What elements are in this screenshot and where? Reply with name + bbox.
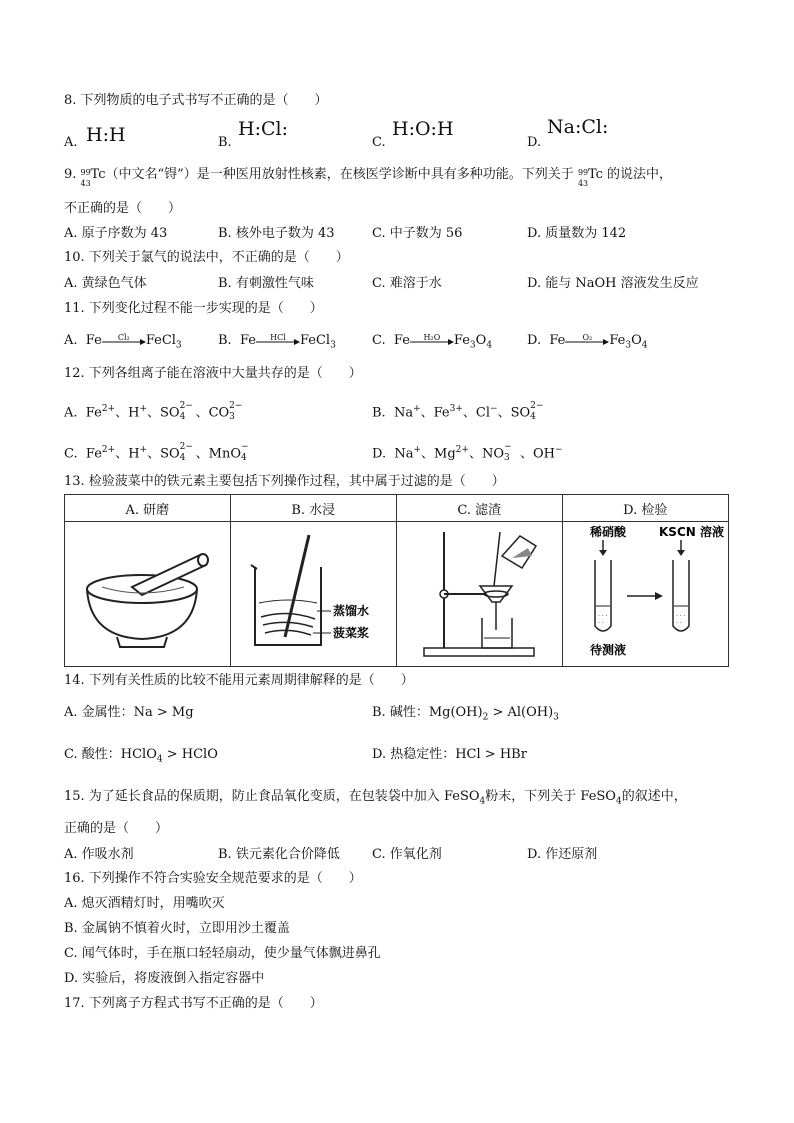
q10-option-c[interactable]: C. 难溶于水 xyxy=(372,276,442,291)
q11-stem: 11. 下列变化过程不能一步实现的是（ ） xyxy=(64,301,323,316)
svg-text:· · ·: · · · xyxy=(676,613,686,620)
q9-text2: Tc 的说法中， xyxy=(587,167,673,182)
q9-stem-line2: 不正确的是（ ） xyxy=(64,201,182,216)
test-tube-illustration xyxy=(562,522,728,667)
q9-option-d[interactable]: D. 质量数为 142 xyxy=(527,226,627,241)
q13-procedure-table xyxy=(64,494,729,667)
q13-header-a[interactable]: A. 研磨 xyxy=(65,495,231,522)
label-spinach-slurry: 菠菜浆 xyxy=(333,626,370,640)
q16-option-c[interactable]: C. 闻气体时，手在瓶口轻轻扇动，使少量气体飘进鼻孔 xyxy=(64,946,381,961)
q12-stem: 12. 下列各组离子能在溶液中大量共存的是（ ） xyxy=(64,366,362,381)
q16-option-a[interactable]: A. 熄灭酒精灯时，用嘴吹灭 xyxy=(64,896,225,911)
q8-option-b[interactable] xyxy=(218,118,288,152)
svg-text:· · ·: · · · xyxy=(598,613,608,620)
q15-option-b[interactable]: B. 铁元素化合价降低 xyxy=(218,847,340,862)
q8-option-c[interactable] xyxy=(372,118,454,152)
q15-stem: 15. 为了延长食品的保质期，防止食品氧化变质，在包装袋中加入 FeSO$_4$粉末，下列关于 FeSO$_4$的叙述中， xyxy=(64,789,687,807)
q8-formula-a: H:H xyxy=(86,124,126,146)
q8-letter-a: A. xyxy=(64,135,78,150)
q15-option-c[interactable]: C. 作氧化剂 xyxy=(372,847,442,862)
mortar-pestle-illustration xyxy=(65,522,231,667)
filtration-apparatus-illustration xyxy=(396,522,562,667)
q11-option-a[interactable]: A. Fe Cl₂ FeCl$_3$ xyxy=(64,333,182,351)
q12-option-a[interactable]: A. $Fe^{2+}$、H+、SO 2− 4 、CO 2− 3 xyxy=(64,401,243,422)
tc-isotope-symbol-2: 99 43 xyxy=(577,168,589,188)
reaction-arrow-icon: O₂ xyxy=(565,332,609,350)
q13-stem: 13. 检验菠菜中的铁元素主要包括下列操作过程，其中属于过滤的是（ ） xyxy=(64,474,505,489)
q14-option-a[interactable]: A. 金属性：Na > Mg xyxy=(64,705,194,720)
q11-option-c[interactable]: C. Fe H₂O $Fe_3O_4$ xyxy=(372,333,493,351)
q15-option-a[interactable]: A. 作吸水剂 xyxy=(64,847,134,862)
q9-option-a[interactable]: A. 原子序数为 43 xyxy=(64,226,168,241)
q8-option-a[interactable] xyxy=(64,124,126,152)
q9-option-b[interactable]: B. 核外电子数为 43 xyxy=(218,226,335,241)
q9-option-c[interactable]: C. 中子数为 56 xyxy=(372,226,463,241)
label-test-solution: 待测液 xyxy=(590,643,627,657)
beaker-soaking-illustration xyxy=(230,522,396,667)
q10-option-a[interactable]: A. 黄绿色气体 xyxy=(64,276,147,291)
q16-option-d[interactable]: D. 实验后，将废液倒入指定容器中 xyxy=(64,971,265,986)
q12-option-c[interactable]: C. $Fe^{2+}$、H+、SO 2− 4 、MnO − 4 xyxy=(64,442,249,463)
q11-option-d[interactable]: D. Fe O₂ $Fe_3O_4$ xyxy=(527,333,648,351)
q10-option-b[interactable]: B. 有刺激性气味 xyxy=(218,276,314,291)
q15-stem-line2: 正确的是（ ） xyxy=(64,821,169,836)
q8-formula-b: H:Cl: xyxy=(238,118,288,140)
q14-option-d[interactable]: D. 热稳定性：HCl > HBr xyxy=(372,747,527,762)
q8-stem: 8. 下列物质的电子式书写不正确的是（ ） xyxy=(64,93,328,108)
q8-formula-c: H:O:H xyxy=(392,118,454,140)
q10-option-d[interactable]: D. 能与 NaOH 溶液发生反应 xyxy=(527,276,699,291)
reaction-arrow-icon: HCl xyxy=(256,332,300,350)
q17-stem: 17. 下列离子方程式书写不正确的是（ ） xyxy=(64,996,323,1011)
svg-text:· ·: · · xyxy=(676,620,682,627)
q14-stem: 14. 下列有关性质的比较不能用元素周期律解释的是（ ） xyxy=(64,673,414,688)
tc-isotope-symbol: 99 43 xyxy=(80,168,91,188)
label-kscn-solution: KSCN 溶液 xyxy=(659,525,725,539)
q13-header-c[interactable]: C. 滤渣 xyxy=(396,495,562,522)
svg-text:· ·: · · xyxy=(598,620,604,627)
q14-option-c[interactable]: C. 酸性：HClO$_4$ > HClO xyxy=(64,747,218,765)
q16-option-b[interactable]: B. 金属钠不慎着火时，立即用沙土覆盖 xyxy=(64,921,290,936)
q13-header-b[interactable]: B. 水浸 xyxy=(230,495,396,522)
q16-stem: 16. 下列操作不符合实验安全规范要求的是（ ） xyxy=(64,871,362,886)
q9-num: 9. xyxy=(64,167,77,182)
q8-option-d[interactable] xyxy=(527,116,609,152)
q8-formula-d: Na:Cl: xyxy=(547,116,609,138)
q13-header-d[interactable]: D. 检验 xyxy=(562,495,728,522)
q14-option-b[interactable]: B. 碱性：$Mg(OH)_2 > Al(OH)_3$ xyxy=(372,705,559,723)
label-distilled-water: 蒸馏水 xyxy=(333,604,370,618)
q10-stem: 10. 下列关于氯气的说法中，不正确的是（ ） xyxy=(64,250,349,265)
label-dilute-nitric-acid: 稀硝酸 xyxy=(590,525,627,539)
q9-text1: Tc（中文名“锝”）是一种医用放射性核素，在核医学诊断中具有多种功能。下列关于 xyxy=(90,167,574,182)
q8-letter-c: C. xyxy=(372,135,386,150)
q15-option-d[interactable]: D. 作还原剂 xyxy=(527,847,598,862)
q8-letter-d: D. xyxy=(527,135,542,150)
q12-option-d[interactable]: D. Na+、$Mg^{2+}$、NO − 3 、OH− xyxy=(372,442,563,463)
reaction-arrow-icon: Cl₂ xyxy=(102,332,146,350)
q12-option-b[interactable]: B. Na+、$Fe^{3+}$、Cl−、SO 2− 4 xyxy=(372,401,544,422)
q9-stem xyxy=(64,166,673,188)
q11-option-b[interactable]: B. Fe HCl FeCl$_3$ xyxy=(218,333,336,351)
q8-letter-b: B. xyxy=(218,135,232,150)
reaction-arrow-icon: H₂O xyxy=(410,332,454,350)
